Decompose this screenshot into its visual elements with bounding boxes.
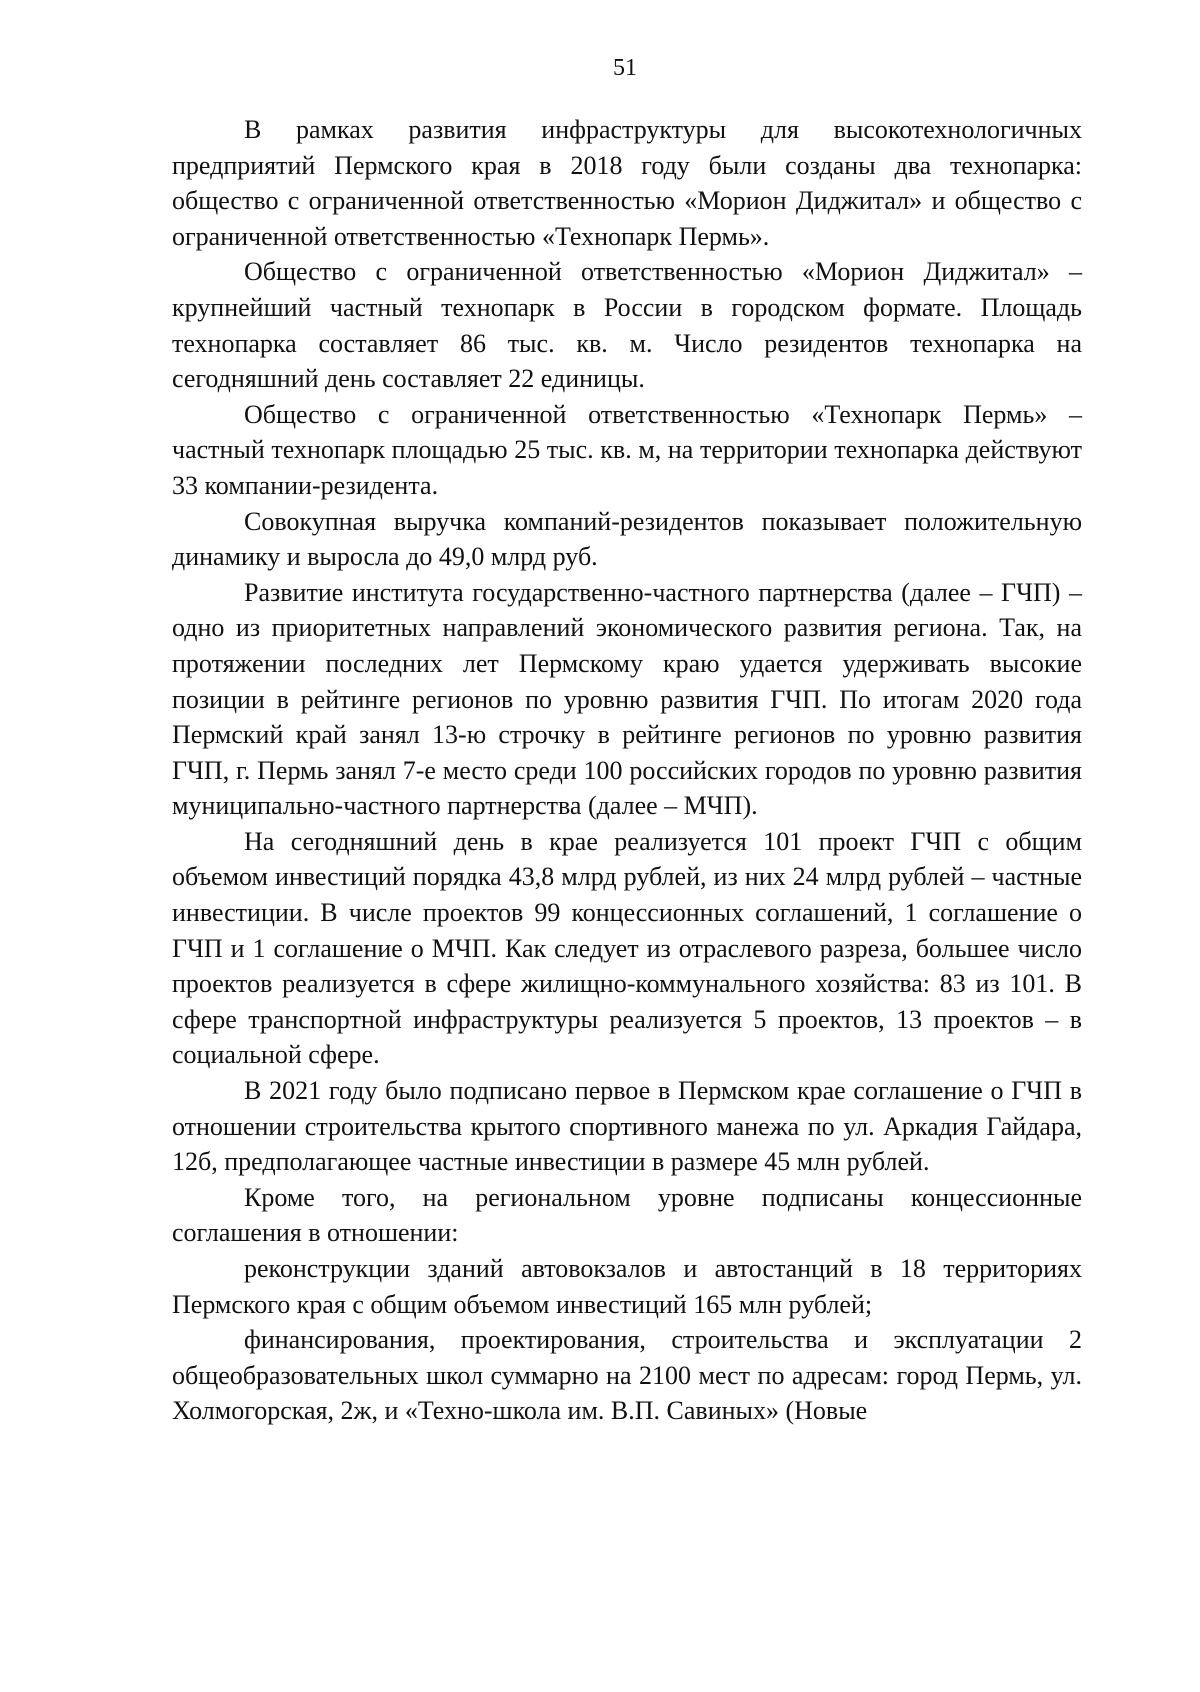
paragraph-schools: финансирования, проектирования, строительства и эксплуатации 2 общеобразовательных школ суммарно на 2100 мест по адресам: город Пермь, ул. Холмогорская, 2ж, и «Техно-школа им. В.П. Савиных» (Новые [172, 1325, 1082, 1426]
paragraph-morion-digital: Общество с ограниченной ответственностью «Морион Диджитал» – крупнейший частный технопарк в России в городском формате. Площадь технопарка составляет 86 тыс. кв. м. Число резидентов технопарка на сегодняшний день составляет 22 единицы. [172, 257, 1082, 394]
paragraph-technoparks: В рамках развития инфраструктуры для высокотехнологичных предприятий Пермского края в 2018 году были созданы два технопарка: общество с ограниченной ответственностью «Морион Диджитал» и общество с ограниченной ответственностью «Технопарк Пермь». [172, 115, 1082, 251]
paragraph-concessions-intro: Кроме того, на региональном уровне подписаны концессионные соглашения в отношении: [172, 1182, 1082, 1248]
paragraph-ppp-development: Развитие института государственно-частного партнерства (далее – ГЧП) – одно из приоритетных направлений экономического развития региона. Так, на протяжении последних лет Пермскому краю удается удерживать высокие позиции в рейтинге регионов по уровню развития ГЧП. По итогам 2020 года Пермский край занял 13-ю строчку в рейтинге регионов по уровню развития ГЧП, г. Пермь занял 7-е место среди 100 российских городов по уровню развития муниципально-частного партнерства (далее – МЧП). [172, 577, 1082, 821]
document-body [172, 112, 1082, 1429]
page-number: 51 [613, 55, 637, 81]
paragraph-ppp-projects: На сегодняшний день в крае реализуется 101 проект ГЧП с общим объемом инвестиций порядка 43,8 млрд рублей, из них 24 млрд рублей – частные инвестиции. В числе проектов 99 концессионных соглашений, 1 соглашение о ГЧП и 1 соглашение о МЧП. Как следует из отраслевого разреза, большее число проектов реализуется в сфере жилищно-коммунального хозяйства: 83 из 101. В сфере транспортной инфраструктуры реализуется 5 проектов, 13 проектов – в социальной сфере. [172, 826, 1082, 1070]
paragraph-bus-stations: реконструкции зданий автовокзалов и автостанций в 18 территориях Пермского края с общим объемом инвестиций 165 млн рублей; [172, 1254, 1082, 1319]
paragraph-technopark-perm: Общество с ограниченной ответственностью «Технопарк Пермь» – частный технопарк площадью 25 тыс. кв. м, на территории технопарка действуют 33 компании-резидента. [172, 399, 1082, 500]
paragraph-sports-arena: В 2021 году было подписано первое в Пермском крае соглашение о ГЧП в отношении строительства крытого спортивного манежа по ул. Аркадия Гайдара, 12б, предполагающее частные инвестиции в размере 45 млн рублей. [172, 1076, 1082, 1177]
paragraph-revenue: Совокупная выручка компаний-резидентов показывает положительную динамику и выросла до 49,0 млрд руб. [172, 506, 1082, 572]
